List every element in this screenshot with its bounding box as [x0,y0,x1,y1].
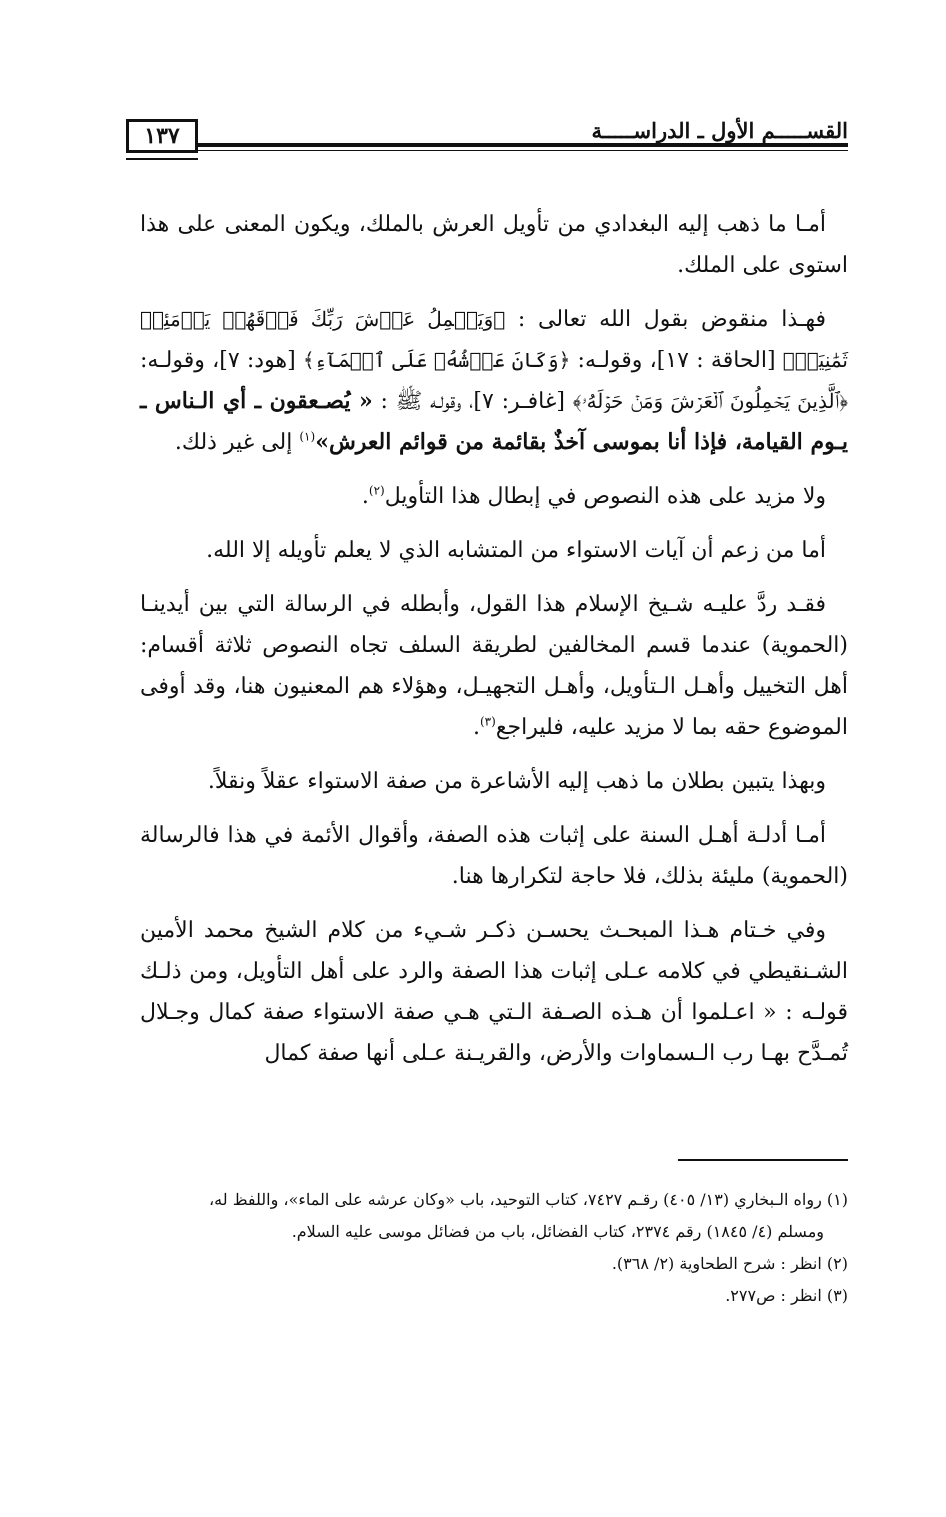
paragraph-8: وفي خـتام هـذا المبحـث يحسـن ذكـر شـيء من كلام الشيخ محمد الأمين الشـنقيطي في كلامه عـلى إثبات هذا الصفة والرد على أهل التأويل، ومن ذلـك قولـه : « اعـلموا أن هـذه الصـفة الـتي هـي صفة الاستواء صفة كمال وجـلال تُمـدَّح بهـا رب الـسماوات والأرض، والقريـنة عـلى أنها صفة كمال [140,918,848,1066]
footnote-separator [678,1159,848,1161]
paragraph-2-text-b: [الحاقة : ١٧]، وقولـه: [570,348,783,373]
paragraph-3-end: . [361,484,369,509]
paragraph-2-text-e: إلى غير ذلك. [174,430,300,455]
paragraph-5 [140,584,848,748]
quran-quote-3: ﴿ٱلَّذِينَ يَحۡمِلُونَ ٱلۡعَرۡشَ وَمَنۡ حَوۡلَهُۥ﴾ [572,389,849,413]
quran-quote-1: ﴿وَيَحۡمِلُ عَرۡشَ رَبِّكَ فَوۡقَهُمۡ يَوۡمَئِذٖ ثَمَٰنِيَةٞ﴾ [140,307,849,372]
paragraph-6: وبهذا يتبين بطلان ما ذهب إليه الأشاعرة من صفة الاستواء عقلاً ونقلاً. [207,769,826,794]
footnote-1-line-2: ومسلم (٤/ ١٨٤٥) رقم ٢٣٧٤، كتاب الفضائل، باب من فضائل موسى عليه السلام. [291,1222,824,1241]
page-number: ١٣٧ [144,123,180,149]
paragraph-2-text-a: فهـذا منقوض بقول الله تعالى : [505,307,826,332]
paragraph-1: أمـا ما ذهب إليه البغدادي من تأويل العرش بالملك، ويكون المعنى على هذا استوى على الملك. [140,212,848,278]
header-rule-thin [198,150,848,151]
footnotes [150,1184,848,1312]
header-rule-thick [198,143,848,147]
footnote-3: (٣) انظر : ص٢٧٧. [725,1286,848,1305]
paragraph-5-end: . [472,715,480,740]
footnote-ref-3: (٣) [479,714,496,729]
paragraph-2 [140,299,848,463]
quran-quote-2: ﴿وَكَانَ عَرۡشُهُۥ عَلَى ٱلۡمَآءِ﴾ [302,348,571,372]
hadith-quote: « يُصـعقون ـ أي الـناس ـ يـوم القيامة، فإذا أنا بموسى آخذٌ بقائمة من قوائم العرش» [140,388,848,455]
footnote-2: (٢) انظر : شرح الطحاوية (٢/ ٣٦٨). [611,1254,848,1273]
footnote-ref-2: (٢) [368,483,385,498]
paragraph-2-text-c: [هود: ٧]، وقولـه: [140,348,303,373]
page-number-underline [126,158,198,160]
paragraph-4: أما من زعم أن آيات الاستواء من المتشابه الذي لا يعلم تأويله إلا الله. [206,538,826,563]
paragraph-3-text: ولا مزيد على هذه النصوص في إبطال هذا التأويل [384,484,826,509]
page-number-box [126,119,198,153]
running-header-title: القســـــم الأول ـ الدراســـــة [591,118,848,143]
paragraph-7: أمـا أدلـة أهـل السنة على إثبات هذه الصفة، وأقوال الأئمة في هذا فالرسالة (الحموية) مليئة بذلك، فلا حاجة لتكرارها هنا. [140,823,848,889]
footnote-ref-1: (١) [299,429,316,444]
paragraph-3 [140,476,848,517]
paragraph-2-text-d: [غافـر: ٧]، وقولـه ﷺ : [372,389,573,414]
main-text [140,204,848,1087]
footnote-1-line-1: (١) رواه الـبخاري (١٣/ ٤٠٥) رقـم ٧٤٢٧، كتاب التوحيد، باب «وكان عرشه على الماء»، واللفظ له، [209,1190,848,1209]
paragraph-5-text: فقـد ردَّ عليـه شـيخ الإسلام هذا القول، وأبطله في الرسالة التي بين أيدينـا (الحموية) عندما قسم المخالفين لطريقة السلف تجاه النصوص ثلاثة أقسام: أهل التخييل وأهـل الـتأويل، وأهـل التجهيـل، وهؤلاء هم المعنيون هنا، وقد أوفى الموضوع حقه بما لا مزيد عليه، فليراجع [140,592,848,740]
